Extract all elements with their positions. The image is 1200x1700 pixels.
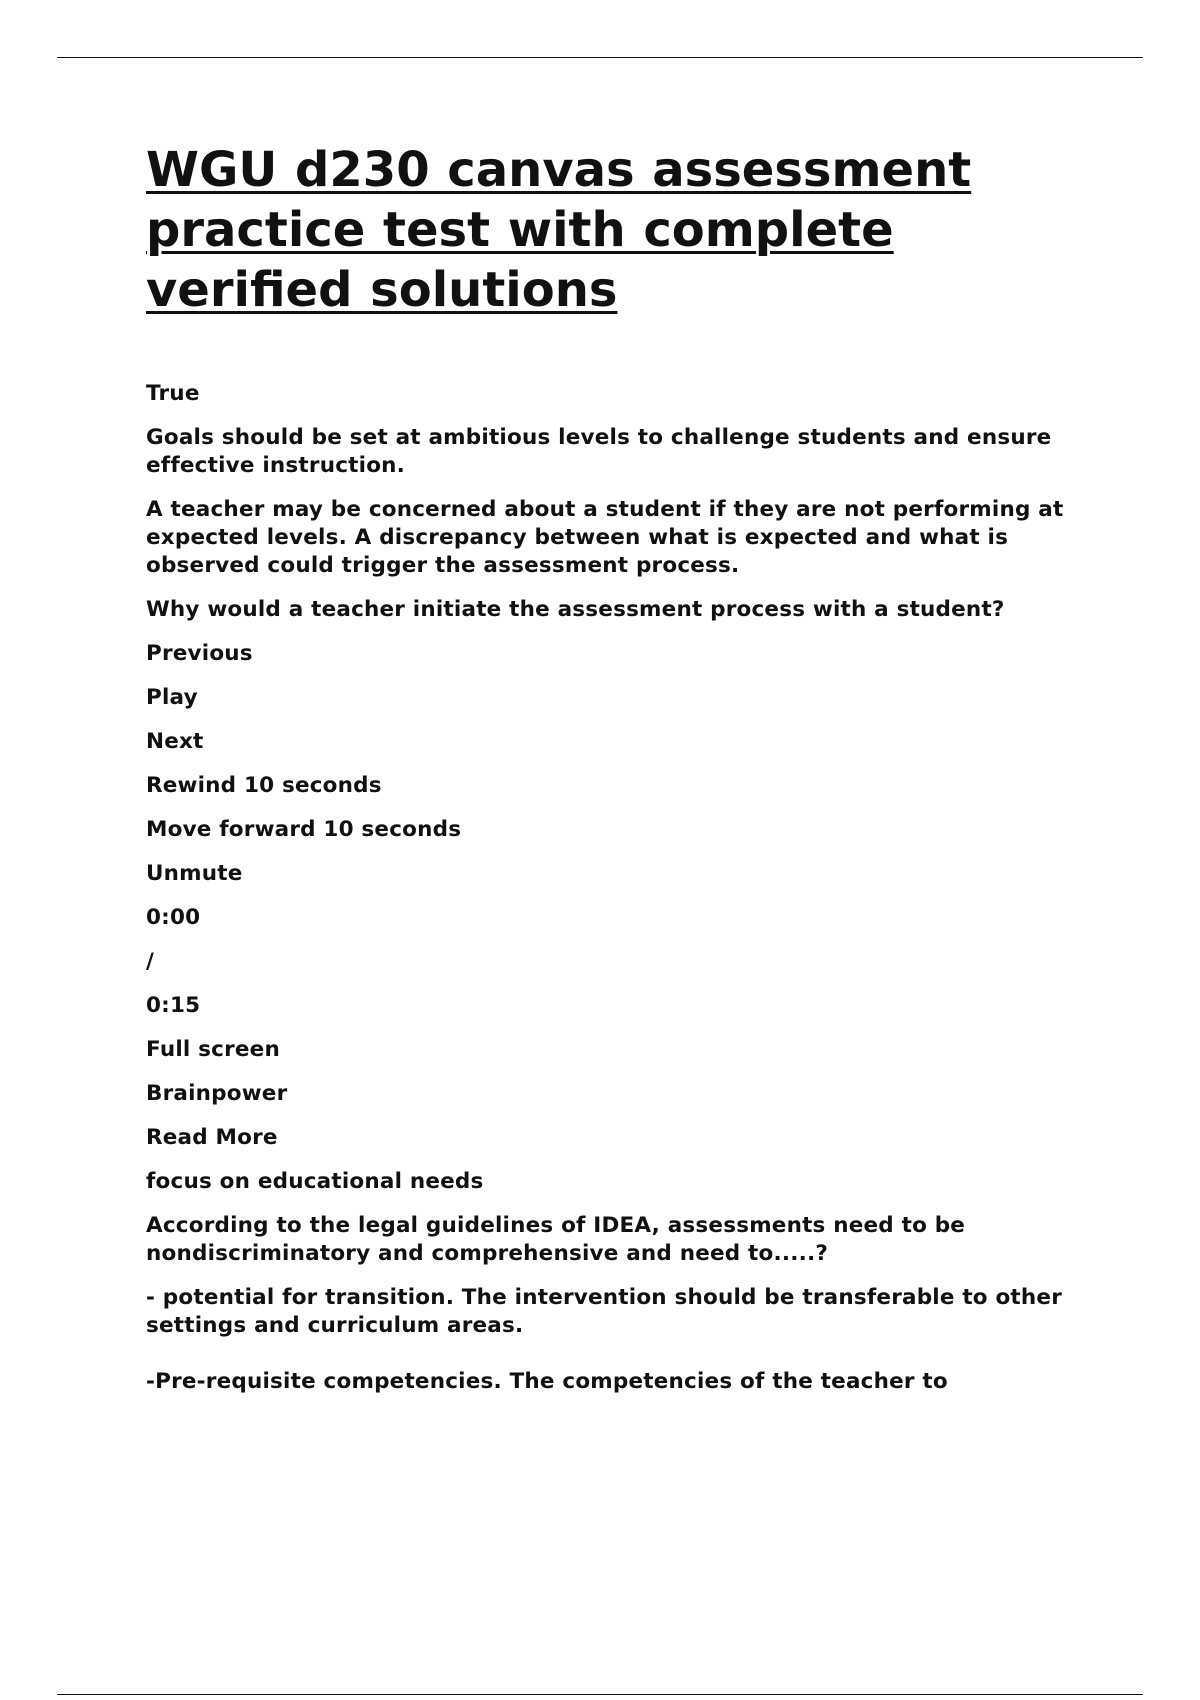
text-line-time-total: 0:15	[146, 993, 201, 1018]
text-line-goals: Goals should be set at ambitious levels to challenge students and ensure effective instruction.	[146, 425, 1052, 478]
text-line-unmute: Unmute	[146, 861, 243, 886]
document-body	[146, 140, 1106, 1412]
text-line-rewind: Rewind 10 seconds	[146, 773, 382, 798]
text-line-question-idea: According to the legal guidelines of IDEA, assessments need to be nondiscriminatory and comprehensive and need to.....?	[146, 1213, 966, 1266]
text-line-full-screen: Full screen	[146, 1037, 280, 1062]
top-divider	[57, 57, 1143, 58]
text-line-true: True	[146, 381, 200, 406]
text-line-play: Play	[146, 685, 198, 710]
text-line-teacher-concern: A teacher may be concerned about a student if they are not performing at expected levels. A discrepancy between what is expected and what is observed could trigger the assessment process.	[146, 497, 1064, 578]
text-line-time-separator: /	[146, 949, 155, 974]
text-line-read-more: Read More	[146, 1125, 278, 1150]
text-line-brainpower: Brainpower	[146, 1081, 288, 1106]
document-text-lines	[146, 380, 1106, 1396]
text-line-focus-needs: focus on educational needs	[146, 1169, 484, 1194]
text-line-prerequisite: -Pre-requisite competencies. The competencies of the teacher to	[146, 1369, 948, 1394]
document-title: WGU d230 canvas assessment practice test with complete verified solutions	[146, 142, 972, 318]
text-line-transition: - potential for transition. The intervention should be transferable to other settings and curriculum areas.	[146, 1285, 1063, 1338]
text-line-next: Next	[146, 729, 204, 754]
text-line-question-initiate: Why would a teacher initiate the assessment process with a student?	[146, 597, 1005, 622]
text-line-time-current: 0:00	[146, 905, 201, 930]
text-line-forward: Move forward 10 seconds	[146, 817, 462, 842]
bottom-divider	[57, 1694, 1143, 1695]
text-line-previous: Previous	[146, 641, 253, 666]
